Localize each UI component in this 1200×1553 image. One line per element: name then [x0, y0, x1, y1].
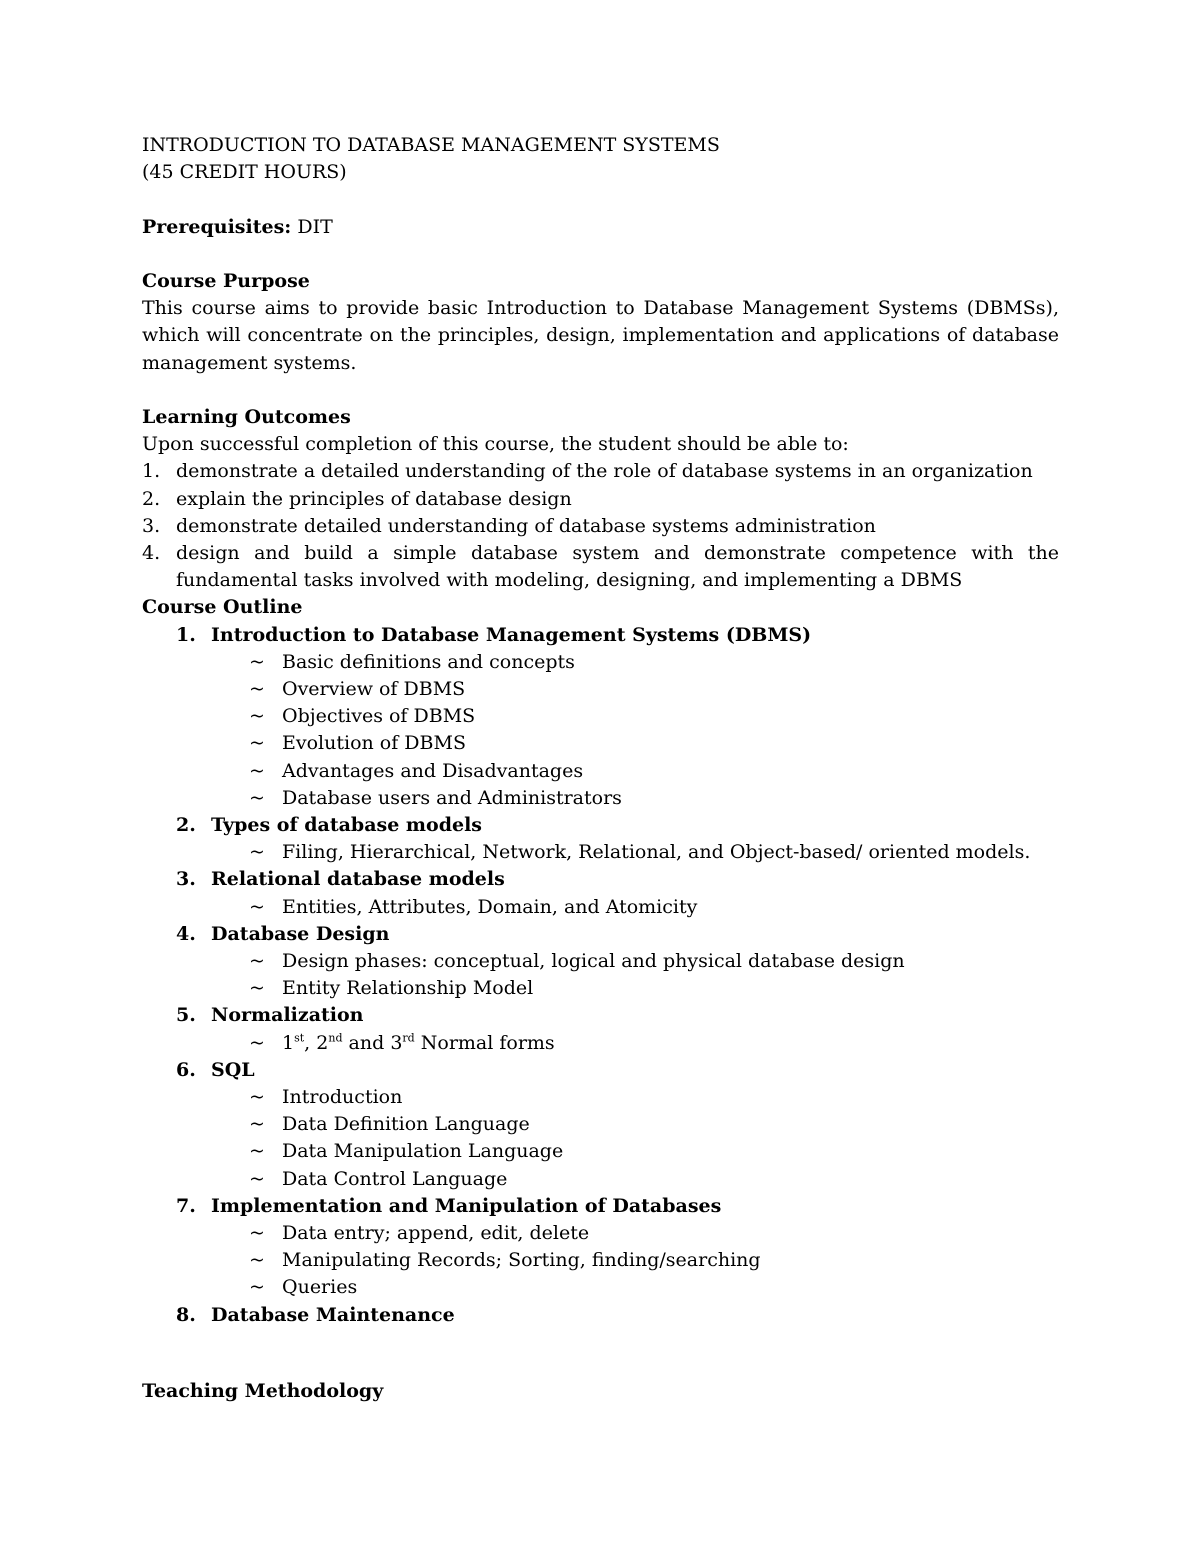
course-outline-heading: Course Outline: [142, 596, 303, 619]
outline-section: 6. SQL: [176, 1058, 255, 1081]
outline-subtopic: ~ Data Definition Language: [142, 1111, 1059, 1138]
tilde-bullet: ~: [249, 1031, 265, 1054]
outcome-item: 3. demonstrate detailed understanding of database systems administration: [142, 514, 876, 537]
tilde-bullet: ~: [249, 705, 265, 728]
prerequisites-line: [142, 214, 1059, 241]
tilde-bullet: ~: [249, 1167, 265, 1190]
outline-subtopic: ~ Entities, Attributes, Domain, and Atomicity: [142, 894, 1059, 921]
tilde-bullet: ~: [249, 1140, 265, 1163]
learning-outcomes-list: [142, 458, 1059, 594]
outline-subtopic: ~ Introduction: [142, 1084, 1059, 1111]
tilde-bullet: ~: [249, 759, 265, 782]
outline-section: 4. Database Design: [176, 922, 390, 945]
course-title: INTRODUCTION TO DATABASE MANAGEMENT SYSTEMS: [142, 134, 720, 156]
outline-subtopic: ~ Data Control Language: [142, 1166, 1059, 1193]
outline-section: 2. Types of database models: [176, 814, 482, 837]
tilde-bullet: ~: [249, 678, 265, 701]
outline-section: 7. Implementation and Manipulation of Databases: [176, 1194, 722, 1217]
credit-hours: (45 CREDIT HOURS): [142, 161, 347, 184]
course-purpose-text: This course aims to provide basic Introduction to Database Management Systems (DBMSs), which will concentrate on the principles, design, implementation and applications of database management systems.: [142, 297, 1059, 374]
outline-section-title: Database Maintenance: [211, 1303, 455, 1326]
outline-section-title: Database Design: [211, 922, 390, 945]
outline-subtopic: ~ Data Manipulation Language: [142, 1138, 1059, 1165]
outline-subtopic: ~ Overview of DBMS: [142, 676, 1059, 703]
outline-subtopic: ~ Entity Relationship Model: [142, 975, 1059, 1002]
tilde-bullet: ~: [249, 1086, 265, 1109]
outline-section-title: Implementation and Manipulation of Databases: [211, 1194, 722, 1217]
outline-section-title: SQL: [211, 1058, 255, 1081]
outcome-item: 1. demonstrate a detailed understanding of the role of database systems in an organization: [142, 460, 1033, 483]
outline-subtopic: ~ Filing, Hierarchical, Network, Relational, and Object-based/ oriented models.: [142, 839, 1059, 866]
outline-subtopic: ~ 1st, 2nd and 3rd Normal forms: [142, 1030, 1059, 1057]
outline-subtopic: ~ Design phases: conceptual, logical and physical database design: [142, 948, 1059, 975]
tilde-bullet: ~: [249, 732, 265, 755]
tilde-bullet: ~: [249, 950, 265, 973]
tilde-bullet: ~: [249, 841, 265, 864]
tilde-bullet: ~: [249, 895, 265, 918]
outline-section: 5. Normalization: [176, 1004, 364, 1027]
outline-subtopic: ~ Advantages and Disadvantages: [142, 758, 1059, 785]
outcome-item: 4. design and build a simple database system and demonstrate competence with the fundamental tasks involved with modeling, designing, and implementing a DBMS: [142, 542, 1059, 592]
tilde-bullet: ~: [249, 1249, 265, 1272]
outline-section: 1. Introduction to Database Management Systems (DBMS): [176, 623, 812, 646]
learning-outcomes-intro: Upon successful completion of this course, the student should be able to:: [142, 433, 849, 456]
outline-section-title: Normalization: [211, 1004, 364, 1027]
prerequisites-label: Prerequisites:: [142, 215, 292, 238]
learning-outcomes-heading: Learning Outcomes: [142, 405, 351, 428]
tilde-bullet: ~: [249, 977, 265, 1000]
tilde-bullet: ~: [249, 1222, 265, 1245]
teaching-methodology-heading: Teaching Methodology: [142, 1380, 384, 1402]
tilde-bullet: ~: [249, 1113, 265, 1136]
outline-section-title: Introduction to Database Management Systems (DBMS): [211, 623, 812, 646]
tilde-bullet: ~: [249, 650, 265, 673]
outline-section-title: Types of database models: [211, 814, 482, 837]
outline-subtopic: ~ Objectives of DBMS: [142, 703, 1059, 730]
document-content: [142, 132, 1059, 1329]
outline-section-title: Relational database models: [211, 868, 505, 891]
tilde-bullet: ~: [249, 1276, 265, 1299]
outline-subtopic: ~ Data entry; append, edit, delete: [142, 1220, 1059, 1247]
outline-subtopic: ~ Basic definitions and concepts: [142, 649, 1059, 676]
outline-subtopic: ~ Queries: [142, 1274, 1059, 1301]
course-purpose-heading: Course Purpose: [142, 269, 310, 292]
prerequisites-value: DIT: [291, 215, 333, 238]
outcome-item: 2. explain the principles of database design: [142, 487, 572, 510]
course-outline-list: [142, 622, 1059, 1329]
outline-subtopic: ~ Manipulating Records; Sorting, finding/searching: [142, 1247, 1059, 1274]
tilde-bullet: ~: [249, 786, 265, 809]
outline-section: 8. Database Maintenance: [176, 1303, 455, 1326]
outline-section: 3. Relational database models: [176, 868, 505, 891]
outline-subtopic: ~ Database users and Administrators: [142, 785, 1059, 812]
outline-subtopic: ~ Evolution of DBMS: [142, 730, 1059, 757]
